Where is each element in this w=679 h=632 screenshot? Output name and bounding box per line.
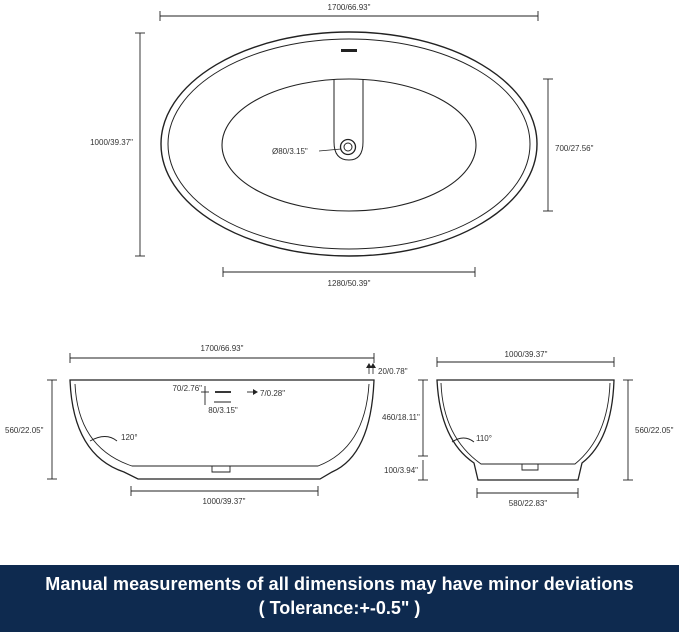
rim-thickness-label: 20/0.78" (378, 367, 408, 376)
end-base-height-label: 100/3.94" (384, 466, 418, 475)
side-base-label: 1000/39.37" (202, 497, 246, 506)
end-angle-label: 110° (476, 434, 492, 443)
side-inner-profile (75, 384, 369, 466)
overflow-depth-label: 7/0.28" (260, 389, 286, 398)
side-outer-profile (70, 380, 374, 479)
side-height-label: 560/22.05" (5, 426, 44, 435)
top-view (135, 11, 553, 277)
arrow-up-icon (370, 363, 376, 368)
overflow-height-label: 70/2.76" (172, 384, 202, 393)
overflow-channel (334, 79, 363, 160)
inner-length-label: 1280/50.39" (327, 279, 371, 288)
overflow-width-label: 80/3.15" (208, 406, 238, 415)
overflow-slot (341, 49, 357, 52)
tolerance-banner (0, 565, 679, 632)
arrow-icon (253, 389, 258, 395)
end-width-label: 1000/39.37" (504, 350, 548, 359)
side-view (47, 353, 374, 496)
end-height-label: 560/22.05" (635, 426, 674, 435)
side-length-label: 1700/66.93" (200, 344, 244, 353)
top-width-label: 1000/39.37" (90, 138, 133, 147)
end-angle-arc (452, 438, 474, 442)
tub-basin (222, 79, 476, 211)
inner-width-label: 700/27.56" (555, 144, 594, 153)
drain-outer (341, 140, 356, 155)
side-angle-label: 120° (121, 433, 138, 442)
end-depth-label: 460/18.11" (382, 413, 420, 422)
side-base-drain (212, 466, 230, 472)
drain-leader (319, 149, 341, 151)
end-view (418, 357, 633, 498)
end-base-width-label: 580/22.83" (508, 499, 548, 508)
tub-outer-rim (161, 32, 537, 256)
drain-diameter-label: Ø80/3.15" (272, 147, 308, 156)
top-length-label: 1700/66.93" (327, 3, 371, 12)
end-base-drain (522, 464, 538, 470)
banner-line-1: Manual measurements of all dimensions may have minor deviations (45, 574, 634, 594)
end-inner-profile (441, 383, 610, 464)
drain-inner (344, 143, 352, 151)
end-outer-profile (437, 380, 614, 480)
banner-line-2: ( Tolerance:+-0.5" ) (258, 598, 421, 618)
